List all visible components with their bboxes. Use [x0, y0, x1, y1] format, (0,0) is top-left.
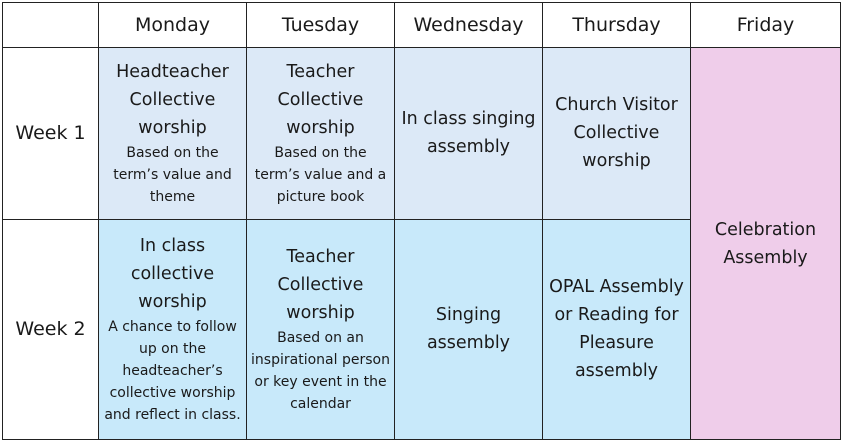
cell-title: OPAL Assembly or Reading for Pleasure assembly — [549, 277, 684, 382]
week-2-wednesday-cell — [395, 219, 543, 439]
cell-title: Teacher Collective worship — [277, 62, 364, 139]
week-1-wednesday-cell — [395, 48, 543, 220]
day-header-monday: Monday — [99, 3, 247, 48]
week-2-monday-cell — [99, 219, 247, 439]
cell-note: Based on the term’s value and a picture book — [254, 145, 387, 206]
week-2-label: Week 2 — [3, 219, 99, 439]
cell-title: In class singing assembly — [401, 109, 536, 158]
corner-cell — [3, 3, 99, 48]
week-1-thursday-cell — [543, 48, 691, 220]
cell-title: Headteacher Collective worship — [116, 62, 229, 139]
friday-title: Celebration Assembly — [714, 219, 817, 268]
cell-title: Teacher Collective worship — [277, 247, 364, 324]
day-header-wednesday: Wednesday — [395, 3, 543, 48]
cell-note: Based on an inspirational person or key event in the calendar — [251, 330, 390, 413]
cell-title: Church Visitor Collective worship — [555, 95, 678, 172]
week-1-row — [3, 48, 841, 220]
cell-note: A chance to follow up on the headteacher’s collective worship and reflect in class. — [104, 319, 241, 424]
week-1-monday-cell — [99, 48, 247, 220]
day-header-thursday: Thursday — [543, 3, 691, 48]
week-1-tuesday-cell — [247, 48, 395, 220]
assembly-timetable — [2, 2, 841, 440]
cell-title: Singing assembly — [426, 305, 511, 354]
cell-title: In class collective worship — [130, 236, 215, 313]
week-2-tuesday-cell — [247, 219, 395, 439]
day-header-friday: Friday — [691, 3, 841, 48]
friday-cell — [691, 48, 841, 440]
week-2-thursday-cell — [543, 219, 691, 439]
week-1-label: Week 1 — [3, 48, 99, 220]
day-header-tuesday: Tuesday — [247, 3, 395, 48]
cell-note: Based on the term’s value and theme — [113, 145, 232, 206]
header-row — [3, 3, 841, 48]
